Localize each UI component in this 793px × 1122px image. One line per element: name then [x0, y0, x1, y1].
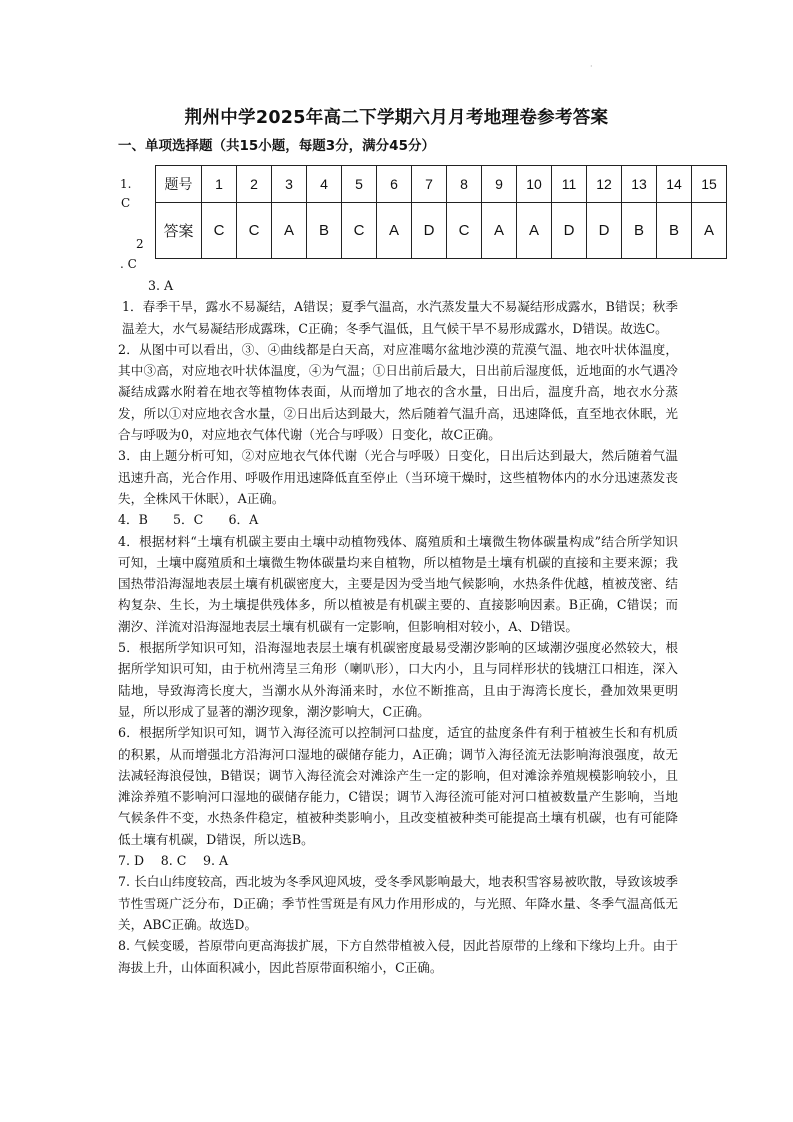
row-header-answer: 答案 — [156, 203, 202, 259]
answer-cell: D — [587, 203, 622, 259]
answer-cell: A — [692, 203, 727, 259]
question-number: 15 — [692, 166, 727, 203]
answer-table — [155, 165, 727, 259]
answer-cell: C — [342, 203, 377, 259]
explanation-paragraph: 1．春季干旱，露水不易凝结，A错误；夏季气温高，水汽蒸发量大不易凝结形成露水，B错误；秋季温差大，水气易凝结形成露珠，C正确；冬季气温低，且气候干旱不易形成露水，D错误。故选C。 — [122, 299, 678, 336]
answer-cell: C — [447, 203, 482, 259]
answer-cell: A — [482, 203, 517, 259]
explanation-paragraph: 2．从图中可以看出，③、④曲线都是白天高，对应准噶尔盆地沙漠的荒漠气温、地衣叶状体温度，其中③高，对应地衣叶状体温度，④为气温；①日出前后最大，日出前后湿度低，近地面的水气遇冷凝结成露水附着在地衣等植物体表面，从而增加了地衣的含水量，日出后，温度升高，地衣水分蒸发，所以①对应地衣含水量，②日出后达到最大，然后随着气温升高，迅速降低，直至地衣休眠，光合与呼吸为0，对应地衣气体代谢（光合与呼吸）日变化，故C正确。 — [118, 341, 678, 443]
page-dot: · — [590, 62, 593, 71]
side-note-4: . C — [120, 257, 137, 271]
question-number: 11 — [552, 166, 587, 203]
explanation-paragraph: 5．根据所学知识可知，沿海湿地表层土壤有机碳密度最易受潮汐影响的区域潮汐强度必然较大，根据所学知识可知，由于杭州湾呈三角形（喇叭形），口大内小，且与同样形状的钱塘江口相连，深入陆地，导致海湾长度大，当潮水从外海涌来时，水位不断推高，且由于海湾长度长，叠加效果更明显，所以形成了显著的潮汐现象，潮汐影响大，C正确。 — [118, 640, 678, 719]
explanation-paragraph: 4．根据材料“土壤有机碳主要由土壤中动植物残体、腐殖质和土壤微生物体碳量构成”结合所学知识可知，土壤中腐殖质和土壤微生物体碳量均来自植物，所以植物是土壤有机碳的直接和主要来源；我国热带沿海湿地表层土壤有机碳密度大，主要是因为受当地气候影响，水热条件优越，植被茂密、结构复杂、生长，为土壤提供残体多，所以植被是有机碳主要的、直接影响因素。B正确，C错误；而潮汐、洋流对沿海湿地表层土壤有机碳有一定影响，但影响相对较小，A、D错误。 — [118, 533, 678, 634]
answer-cell: B — [622, 203, 657, 259]
question-number: 12 — [587, 166, 622, 203]
answer-cell: D — [412, 203, 447, 259]
answer-cell: A — [377, 203, 412, 259]
question-number-row — [156, 166, 727, 203]
explanation-paragraph: 6．根据所学知识可知，调节入海径流可以控制河口盐度，适宜的盐度条件有利于植被生长和有机质的积累，从而增强北方沿海河口湿地的碳储存能力，A正确；调节入海径流无法影响海浪强度，故无法减轻海浪侵蚀，B错误；调节入海径流会对滩涂产生一定的影响，但对滩涂养殖规模影响较小，且滩涂养殖不影响河口湿地的碳储存能力，C错误；调节入海径流可能对河口植被数量产生影响，当地气候条件不变，水热条件稳定，植被种类影响小，且改变植被种类可能提高土壤有机碳，也有可能降低土壤有机碳，D错误，所以选B。 — [118, 725, 678, 847]
side-note-2: C — [121, 196, 131, 210]
explanation-body — [118, 275, 678, 978]
answer-row — [156, 203, 727, 259]
question-number: 6 — [377, 166, 412, 203]
row-header-question: 题号 — [156, 166, 202, 203]
question-number: 10 — [517, 166, 552, 203]
page-title: 荆州中学2025年高二下学期六月月考地理卷参考答案 — [184, 108, 609, 128]
explanation-paragraph: 3．由上题分析可知，②对应地衣气体代谢（光合与呼吸）日变化，日出后达到最大，然后随着气温迅速升高，光合作用、呼吸作用迅速降低直至停止（当环境干燥时，这些植物体内的水分迅速蒸发丧失，全株风干休眠），A正确。 — [118, 448, 678, 506]
answer-cell: A — [517, 203, 552, 259]
answer-cell: A — [272, 203, 307, 259]
question-number: 4 — [307, 166, 342, 203]
answer-cell: B — [657, 203, 692, 259]
question-number: 3 — [272, 166, 307, 203]
answer-line: 4．B 5．C 6．A — [118, 512, 259, 528]
question-number: 9 — [482, 166, 517, 203]
answer-line: 7. D 8. C 9. A — [118, 853, 229, 869]
explanation-paragraph: 7. 长白山纬度较高，西北坡为冬季风迎风坡，受冬季风影响最大，地表积雪容易被吹散，导致该坡季节性雪斑广泛分布，D正确；季节性雪斑是有风力作用形成的，与光照、年降水量、冬季气温高低无关，ABC正确。故选D。 — [118, 874, 678, 932]
answer-cell: B — [307, 203, 342, 259]
question-number: 7 — [412, 166, 447, 203]
answer-cell: C — [237, 203, 272, 259]
question-number: 5 — [342, 166, 377, 203]
answer-cell: D — [552, 203, 587, 259]
question-number: 13 — [622, 166, 657, 203]
side-note-3: 2 — [136, 237, 144, 251]
question-number: 14 — [657, 166, 692, 203]
side-note-1: 1. — [120, 177, 132, 191]
section-heading: 一、单项选择题（共15小题，每题3分，满分45分） — [118, 138, 435, 154]
question-number: 1 — [202, 166, 237, 203]
explanation-paragraph: 8. 气候变暖，苔原带向更高海拔扩展，下方自然带植被入侵，因此苔原带的上缘和下缘均上升。由于海拔上升，山体面积减小，因此苔原带面积缩小，C正确。 — [118, 938, 678, 975]
question-number: 2 — [237, 166, 272, 203]
question-number: 8 — [447, 166, 482, 203]
answer-line: 3. A — [148, 278, 174, 293]
answer-cell: C — [202, 203, 237, 259]
